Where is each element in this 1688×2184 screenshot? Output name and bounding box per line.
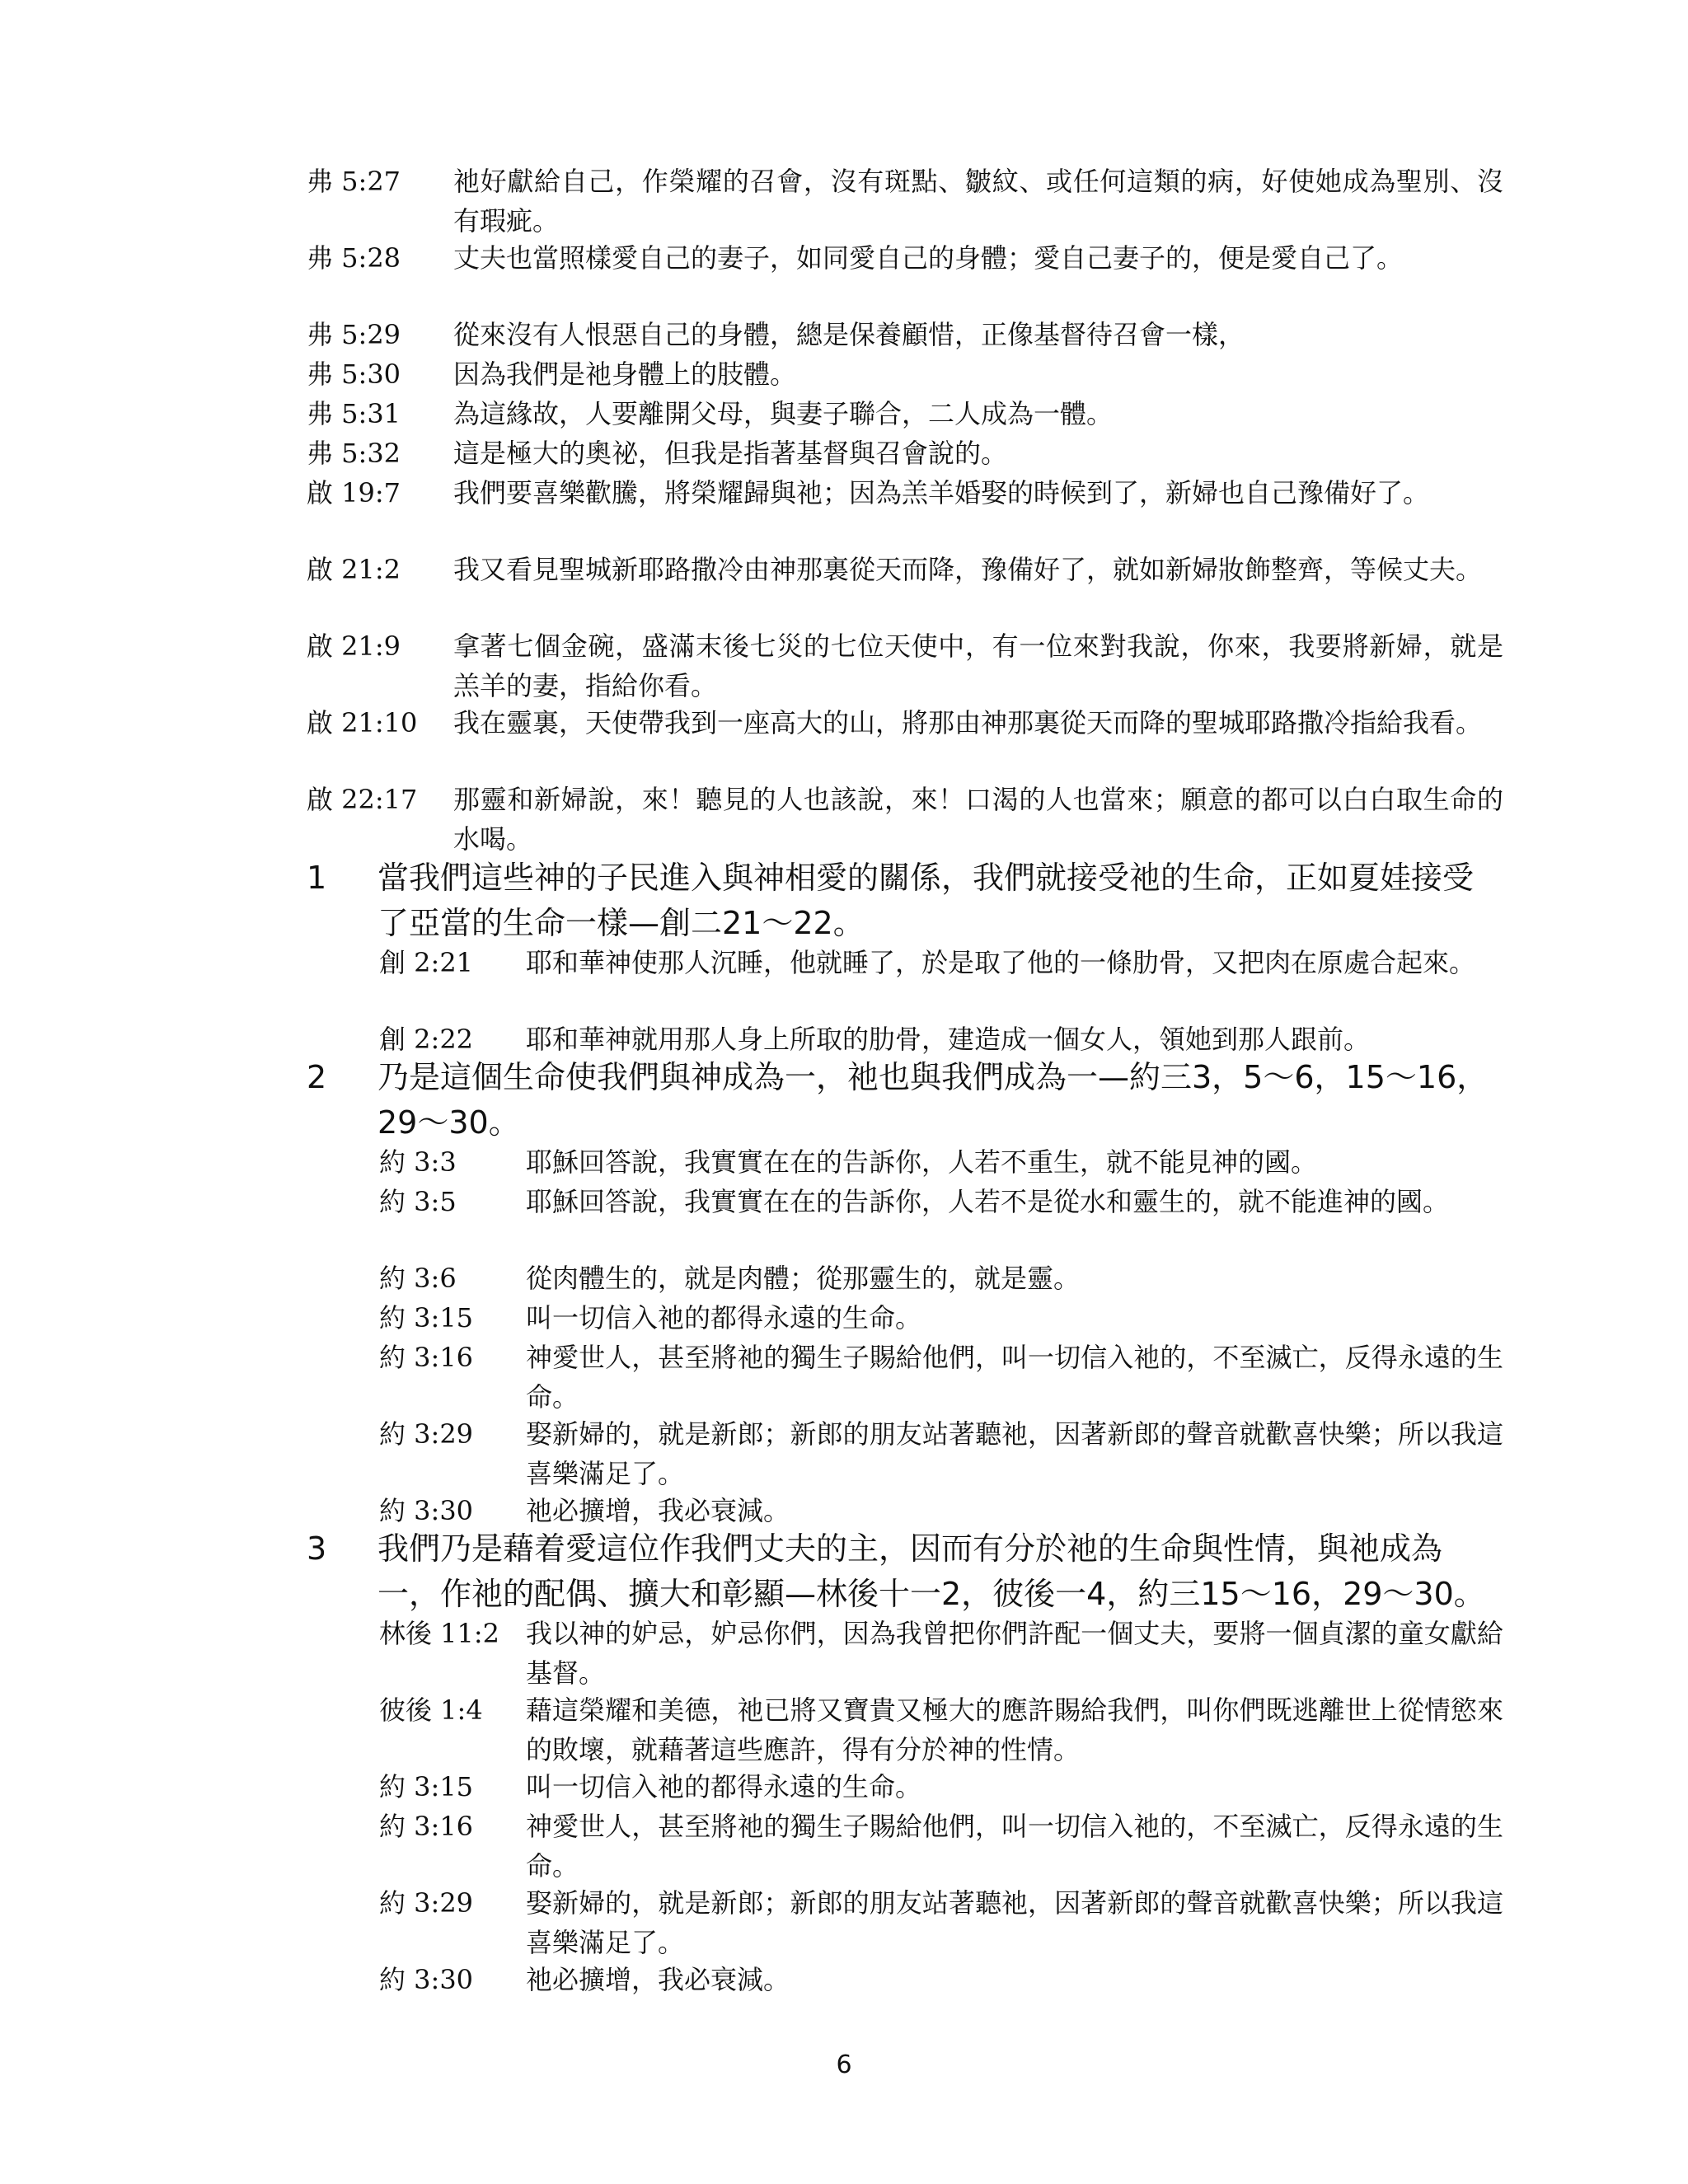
point-number: 1 [307, 860, 327, 896]
verse-text: 這是極大的奧祕，但我是指著基督與召會說的。 [453, 438, 1008, 469]
verse-reference: 林後 11:2 [379, 1618, 500, 1649]
verse-reference: 弗 5:31 [307, 398, 401, 429]
verse-text: 神愛世人，甚至將祂的獨生子賜給他們，叫一切信入祂的，不至滅亡，反得永遠的生命。 [526, 1811, 1503, 1882]
verse-reference: 約 3:29 [379, 1418, 474, 1450]
verse-reference: 彼後 1:4 [379, 1694, 483, 1726]
verse-reference: 創 2:21 [379, 947, 474, 978]
point-text: 當我們這些神的子民進入與神相愛的關係，我們就接受祂的生命，正如夏娃接受了亞當的生命一樣—創二21～22。 [377, 860, 1475, 941]
verse-reference: 啟 19:7 [307, 477, 401, 509]
verse-reference: 啟 21:2 [307, 554, 401, 585]
verse-reference: 弗 5:27 [307, 166, 401, 197]
verse-reference: 創 2:22 [379, 1024, 474, 1055]
verse-reference: 弗 5:32 [307, 438, 401, 469]
verse-reference: 啟 21:10 [307, 707, 418, 738]
verse-text: 藉這榮耀和美德，祂已將又寶貴又極大的應許賜給我們，叫你們既逃離世上從情慾來的敗壞，就藉著這些應許，得有分於神的性情。 [526, 1694, 1503, 1765]
verse-reference: 弗 5:29 [307, 319, 401, 350]
verse-text: 從肉體生的，就是肉體；從那靈生的，就是靈。 [526, 1263, 1081, 1294]
verse-text: 我又看見聖城新耶路撒冷由神那裏從天而降，豫備好了，就如新婦妝飾整齊，等候丈夫。 [453, 554, 1483, 585]
verse-text: 那靈和新婦說，來！聽見的人也該說，來！口渴的人也當來；願意的都可以白白取生命的水喝。 [453, 784, 1503, 855]
verse-text: 祂好獻給自己，作榮耀的召會，沒有斑點、皺紋、或任何這類的病，好使她成為聖別、沒有瑕疵。 [453, 166, 1503, 237]
page-number: 6 [836, 2050, 852, 2079]
verse-text: 從來沒有人恨惡自己的身體，總是保養顧惜，正像基督待召會一樣， [453, 319, 1245, 350]
verse-reference: 約 3:6 [379, 1263, 457, 1294]
verse-reference: 弗 5:30 [307, 359, 401, 390]
point-number: 2 [307, 1059, 327, 1095]
verse-text: 為這緣故，人要離開父母，與妻子聯合，二人成為一體。 [453, 398, 1114, 429]
point-text: 乃是這個生命使我們與神成為一，祂也與我們成為一—約三3，5～6，15～16，29～30。 [377, 1059, 1489, 1141]
verse-text: 叫一切信入祂的都得永遠的生命。 [526, 1771, 922, 1802]
verse-text: 耶和華神使那人沉睡，他就睡了，於是取了他的一條肋骨，又把肉在原處合起來。 [526, 947, 1476, 978]
verse-reference: 約 3:16 [379, 1811, 474, 1842]
verse-text: 娶新婦的，就是新郎；新郎的朋友站著聽祂，因著新郎的聲音就歡喜快樂；所以我這喜樂滿足了。 [526, 1887, 1503, 1958]
verse-text: 我以神的妒忌，妒忌你們，因為我曾把你們許配一個丈夫，要將一個貞潔的童女獻給基督。 [526, 1618, 1503, 1689]
point-text: 我們乃是藉着愛這位作我們丈夫的主，因而有分於祂的生命與性情，與祂成為一，作祂的配偶、擴大和彰顯—林後十一2，彼後一4，約三15～16，29～30。 [377, 1530, 1485, 1612]
verse-text: 丈夫也當照樣愛自己的妻子，如同愛自己的身體；愛自己妻子的，便是愛自己了。 [453, 242, 1404, 274]
verse-text: 神愛世人，甚至將祂的獨生子賜給他們，叫一切信入祂的，不至滅亡，反得永遠的生命。 [526, 1342, 1503, 1413]
verse-text: 祂必擴增，我必衰減。 [526, 1495, 790, 1526]
verse-reference: 約 3:29 [379, 1887, 474, 1919]
verse-text: 因為我們是祂身體上的肢體。 [453, 359, 797, 390]
verse-text: 娶新婦的，就是新郎；新郎的朋友站著聽祂，因著新郎的聲音就歡喜快樂；所以我這喜樂滿足了。 [526, 1418, 1503, 1489]
verse-reference: 約 3:5 [379, 1186, 457, 1217]
verse-reference: 弗 5:28 [307, 242, 401, 274]
verse-text: 叫一切信入祂的都得永遠的生命。 [526, 1302, 922, 1333]
point-number: 3 [307, 1530, 327, 1567]
verse-reference: 約 3:16 [379, 1342, 474, 1373]
verse-text: 耶穌回答說，我實實在在的告訴你，人若不重生，就不能見神的國。 [526, 1146, 1318, 1178]
verse-reference: 約 3:30 [379, 1964, 474, 1995]
verse-reference: 啟 21:9 [307, 630, 401, 662]
verse-reference: 約 3:30 [379, 1495, 474, 1526]
verse-reference: 約 3:15 [379, 1302, 474, 1333]
verse-text: 祂必擴增，我必衰減。 [526, 1964, 790, 1995]
verse-reference: 約 3:15 [379, 1771, 474, 1802]
verse-reference: 啟 22:17 [307, 784, 418, 815]
verse-text: 耶和華神就用那人身上所取的肋骨，建造成一個女人，領她到那人跟前。 [526, 1024, 1371, 1055]
verse-text: 我們要喜樂歡騰，將榮耀歸與祂；因為羔羊婚娶的時候到了，新婦也自己豫備好了。 [453, 477, 1430, 509]
verse-reference: 約 3:3 [379, 1146, 457, 1178]
verse-text: 拿著七個金碗，盛滿末後七災的七位天使中，有一位來對我說，你來，我要將新婦，就是羔羊的妻，指給你看。 [453, 630, 1503, 701]
verse-text: 耶穌回答說，我實實在在的告訴你，人若不是從水和靈生的，就不能進神的國。 [526, 1186, 1450, 1217]
verse-text: 我在靈裏，天使帶我到一座高大的山，將那由神那裏從天而降的聖城耶路撒冷指給我看。 [453, 707, 1483, 738]
